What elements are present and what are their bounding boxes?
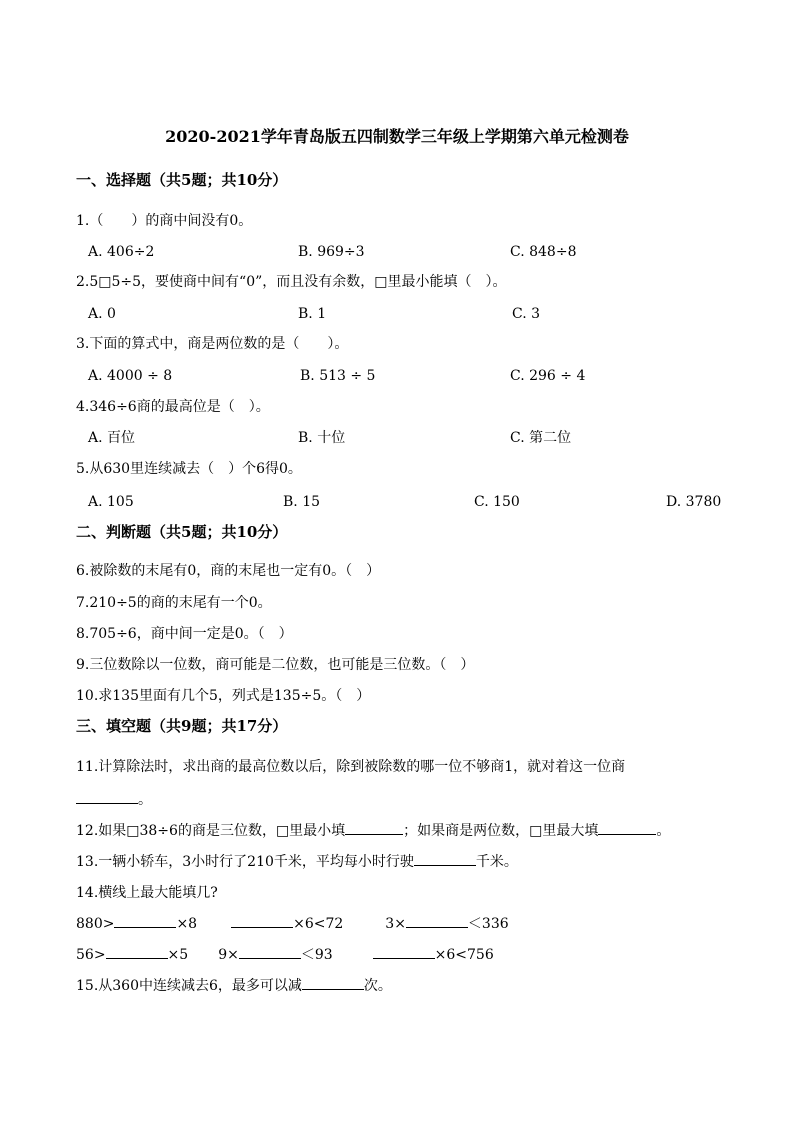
question-14: 14.横线上最大能填几? <box>76 885 218 901</box>
question-7: 7.210÷5的商的末尾有一个0。 <box>76 595 272 611</box>
answer-blank[interactable] <box>598 820 656 835</box>
answer-blank[interactable] <box>231 913 293 928</box>
question-6: 6.被除数的末尾有0，商的末尾也一定有0。（ ） <box>76 563 381 579</box>
question-14-row-1: 880> ×8 ×6<72 3× ＜336 <box>76 913 509 934</box>
question-4: 4.346÷6商的最高位是（ ）。 <box>76 399 270 415</box>
question-11-answer-line: 。 <box>76 789 152 810</box>
q1-option-b: B. 969÷3 <box>298 244 365 260</box>
answer-blank[interactable] <box>114 913 176 928</box>
section-heading-judge: 二、判断题（共5题；共10分） <box>76 523 288 541</box>
q1-option-c: C. 848÷8 <box>510 244 577 260</box>
question-15: 15.从360中连续减去6，最多可以减 次。 <box>76 975 392 996</box>
section-heading-choice: 一、选择题（共5题；共10分） <box>76 171 288 189</box>
q1-option-a: A. 406÷2 <box>88 244 155 260</box>
q3-option-a: A. 4000 ÷ 8 <box>88 368 173 384</box>
answer-blank[interactable] <box>106 944 168 959</box>
question-10: 10.求135里面有几个5，列式是135÷5。（ ） <box>76 688 371 704</box>
question-9: 9.三位数除以一位数，商可能是二位数，也可能是三位数。（ ） <box>76 657 475 673</box>
q5-option-c: C. 150 <box>474 494 520 510</box>
answer-blank[interactable] <box>76 789 138 804</box>
answer-blank[interactable] <box>406 913 468 928</box>
answer-blank[interactable] <box>302 975 364 990</box>
question-8: 8.705÷6，商中间一定是0。（ ） <box>76 626 293 642</box>
q2-option-c: C. 3 <box>512 306 541 322</box>
q4-option-c: C. 第二位 <box>510 430 572 446</box>
question-11: 11.计算除法时，求出商的最高位数以后，除到被除数的哪一位不够商1，就对着这一位商 <box>76 759 626 775</box>
q2-option-b: B. 1 <box>298 306 327 322</box>
answer-blank[interactable] <box>414 851 476 866</box>
question-14-row-2: 56> ×5 9× ＜93 ×6<756 <box>76 944 494 965</box>
question-12: 12.如果□38÷6的商是三位数，□里最小填 ；如果商是两位数，□里最大填 。 <box>76 820 670 841</box>
q3-option-c: C. 296 ÷ 4 <box>510 368 586 384</box>
q2-option-a: A. 0 <box>88 306 116 322</box>
question-2: 2.5□5÷5，要使商中间有“0”，而且没有余数，□里最小能填（ ）。 <box>76 274 507 290</box>
q4-option-a: A. 百位 <box>88 430 136 446</box>
page-title: 2020-2021学年青岛版五四制数学三年级上学期第六单元检测卷 <box>165 127 629 146</box>
question-3: 3.下面的算式中，商是两位数的是（ ）。 <box>76 336 349 352</box>
question-1: 1.（ ）的商中间没有0。 <box>76 213 253 229</box>
question-5: 5.从630里连续减去（ ）个6得0。 <box>76 461 302 477</box>
answer-blank[interactable] <box>373 944 435 959</box>
q4-option-b: B. 十位 <box>298 430 346 446</box>
q5-option-d: D. 3780 <box>666 494 722 510</box>
answer-blank[interactable] <box>239 944 301 959</box>
answer-blank[interactable] <box>345 820 403 835</box>
q5-option-b: B. 15 <box>283 494 321 510</box>
question-13: 13.一辆小轿车，3小时行了210千米，平均每小时行驶 千米。 <box>76 851 518 872</box>
q3-option-b: B. 513 ÷ 5 <box>300 368 376 384</box>
section-heading-fill: 三、填空题（共9题；共17分） <box>76 717 288 735</box>
q5-option-a: A. 105 <box>88 494 134 510</box>
